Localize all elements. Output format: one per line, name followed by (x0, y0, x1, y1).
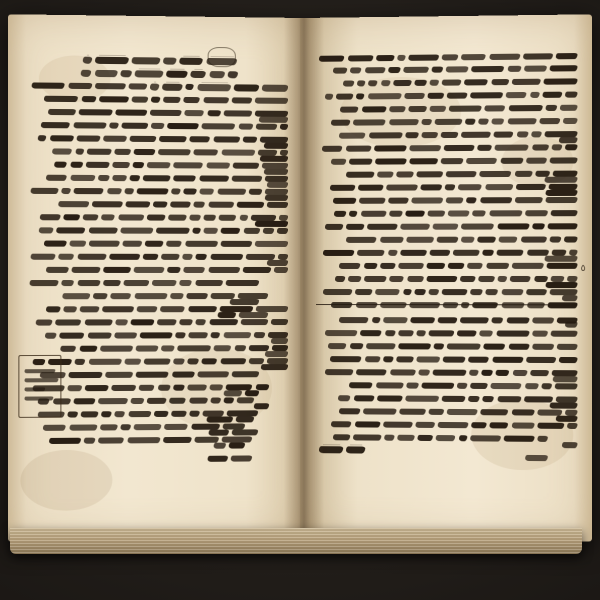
manuscript-text-line (27, 220, 288, 229)
manuscript-text-line (316, 348, 577, 358)
manuscript-word (127, 437, 160, 443)
manuscript-text-line (27, 429, 288, 440)
manuscript-text-line (27, 128, 288, 138)
margin-note-line (21, 360, 58, 365)
manuscript-text-line (316, 242, 577, 251)
manuscript-text-line (27, 141, 288, 151)
manuscript-word (194, 437, 219, 443)
manuscript-text-line (316, 124, 577, 135)
manuscript-text-line (27, 75, 288, 86)
manuscript-text-line (316, 335, 577, 344)
manuscript-text-line (316, 255, 577, 264)
manuscript-text-line (316, 229, 577, 238)
manuscript-text-line (316, 203, 577, 213)
manuscript-text-line (27, 273, 288, 282)
manuscript-text-line (27, 338, 288, 347)
manuscript-text-line (27, 246, 288, 255)
manuscript-text-line (316, 111, 577, 122)
manuscript-text-line (27, 260, 288, 269)
open-book (8, 18, 592, 538)
manuscript-word (547, 302, 577, 308)
margin-note-line (21, 378, 58, 383)
manuscript-heading-line (27, 49, 288, 60)
manuscript-word (49, 438, 81, 444)
manuscript-word (319, 446, 344, 453)
manuscript-text-line (27, 325, 288, 334)
manuscript-text-line (316, 163, 577, 173)
manuscript-word (222, 436, 253, 442)
manuscript-text-line (27, 207, 288, 216)
manuscript-text-line (27, 233, 288, 242)
manuscript-text-line (316, 426, 577, 437)
manuscript-text-line (27, 390, 288, 400)
manuscript-text-line (27, 351, 288, 361)
manuscript-text-line (27, 115, 288, 126)
manuscript-text-line (316, 150, 577, 160)
manuscript-word (98, 437, 124, 443)
manuscript-heading-line (27, 62, 288, 73)
manuscript-text-line (316, 282, 577, 291)
manuscript-word (409, 302, 440, 308)
manuscript-text-line (316, 190, 577, 200)
right-page (300, 14, 592, 541)
manuscript-text-line (316, 323, 577, 332)
catchword (316, 439, 577, 450)
manuscript-word (525, 455, 548, 461)
manuscript-word (527, 302, 545, 308)
manuscript-text-line (316, 400, 577, 410)
page-block-edge (10, 528, 582, 554)
manuscript-text-line (316, 176, 577, 186)
manuscript-word (84, 438, 96, 444)
manuscript-text-line (316, 374, 577, 384)
left-margin-note-box (18, 355, 61, 418)
manuscript-text-line (316, 84, 577, 95)
left-page-text-column (27, 49, 288, 542)
manuscript-text-line (27, 102, 288, 113)
right-page-text-column (316, 45, 577, 542)
manuscript-text-line (27, 194, 288, 204)
page-number: ٥ (580, 263, 586, 274)
manuscript-text-line (316, 310, 577, 319)
manuscript-text-line (27, 312, 288, 321)
manuscript-word (472, 302, 498, 308)
manuscript-text-line (316, 71, 577, 82)
manuscript-text-line (316, 137, 577, 147)
manuscript-text-line (316, 98, 577, 109)
manuscript-text-line (27, 403, 288, 413)
manuscript-word (501, 302, 524, 308)
manuscript-word (25, 396, 54, 400)
manuscript-word (163, 437, 192, 443)
manuscript-word (346, 447, 366, 454)
manuscript-text-line (316, 361, 577, 371)
manuscript-text-line (27, 299, 288, 308)
manuscript-text-line (27, 286, 288, 295)
manuscript-word (355, 302, 377, 308)
manuscript-text-line (316, 216, 577, 225)
margin-note-line (21, 369, 58, 374)
manuscript-text-line (27, 364, 288, 374)
left-page (8, 14, 304, 541)
manuscript-text-line (316, 45, 577, 57)
manuscript-text-line (316, 387, 577, 397)
manuscript-text-line (27, 154, 288, 164)
manuscript-word (331, 302, 353, 308)
underlined-text-line (316, 295, 577, 306)
margin-note-line (21, 387, 58, 392)
manuscript-word (443, 302, 459, 308)
manuscript-word (461, 302, 470, 308)
manuscript-text-line (27, 181, 288, 191)
manuscript-text-line (316, 269, 577, 278)
manuscript-text-line (27, 167, 288, 177)
manuscript-word (231, 455, 253, 461)
manuscript-word (207, 456, 228, 462)
manuscript-text-line (316, 413, 577, 423)
manuscript-text-line (27, 88, 288, 99)
manuscript-text-line (316, 58, 577, 69)
manuscript-text-line (27, 416, 288, 426)
manuscript-text-line (27, 377, 288, 387)
manuscript-word (380, 302, 407, 308)
